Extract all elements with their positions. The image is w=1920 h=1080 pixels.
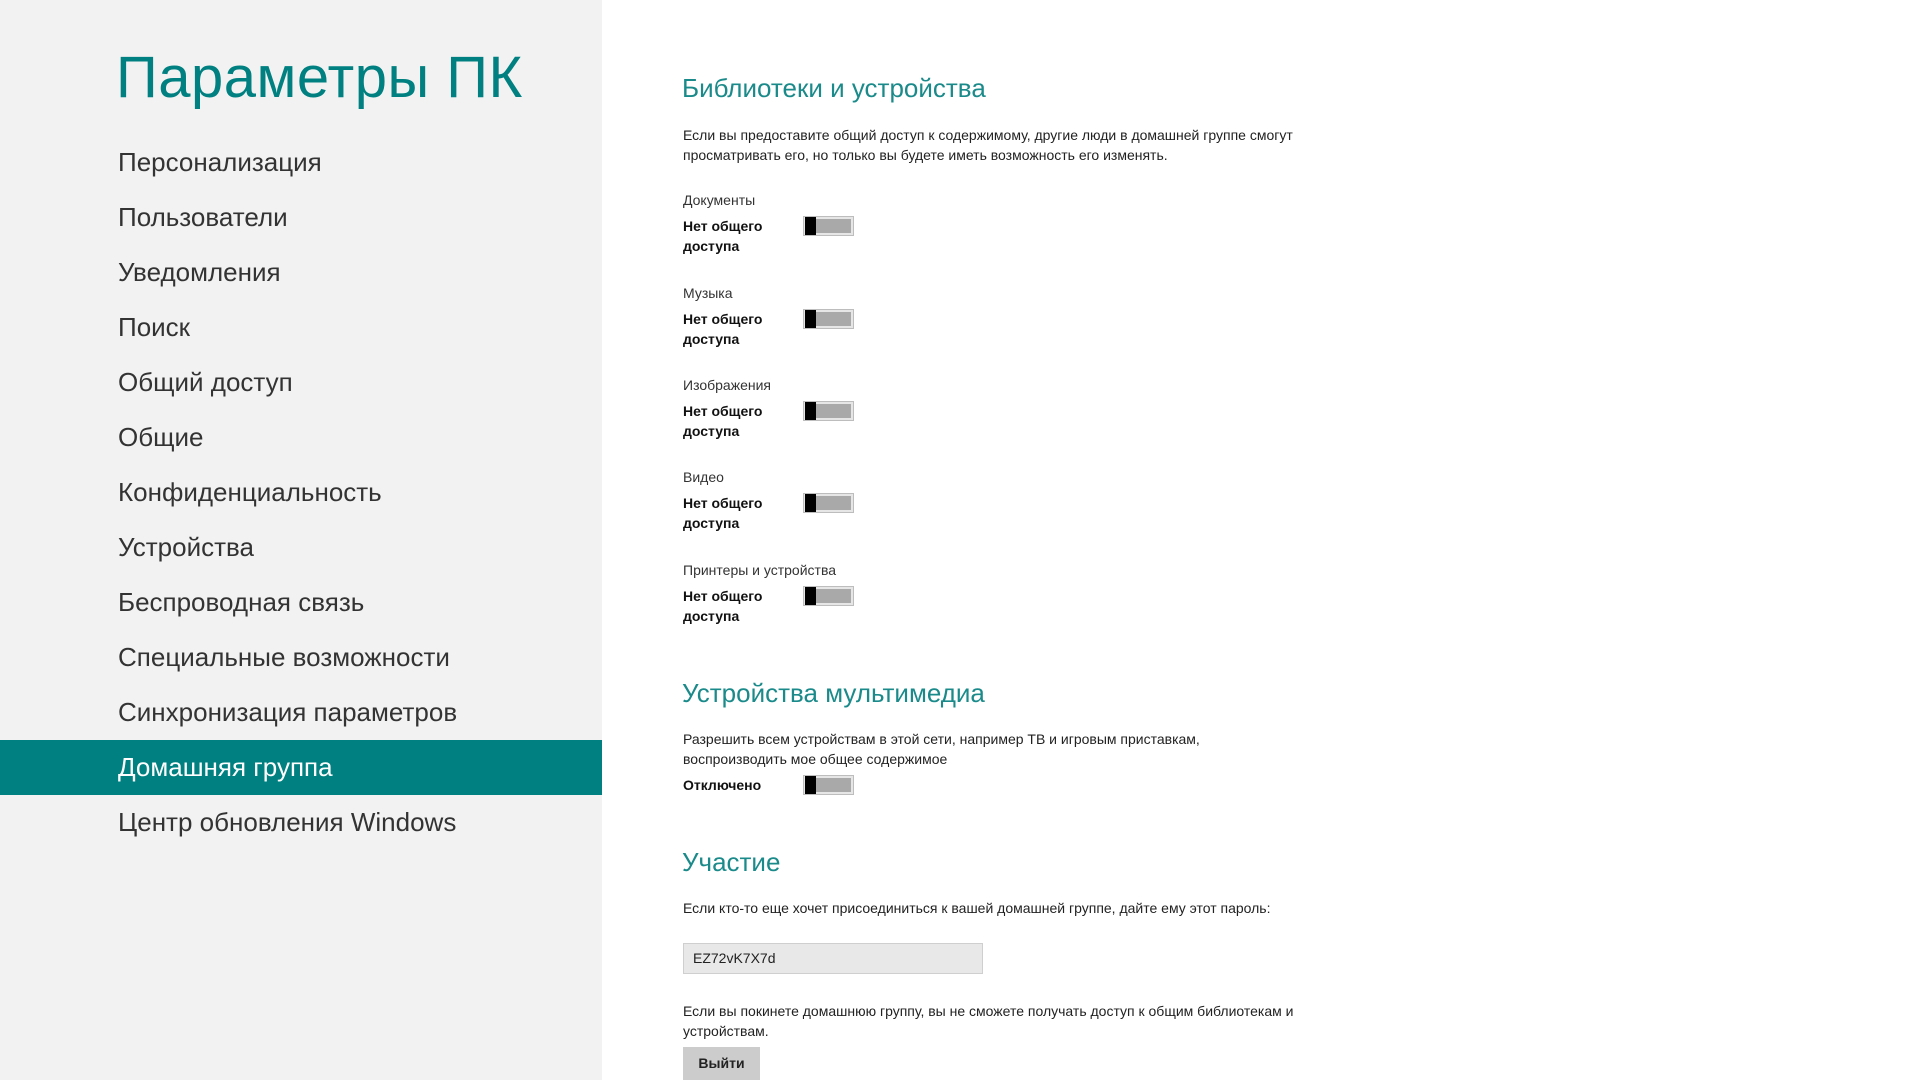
printers-label: Принтеры и устройства (683, 562, 837, 578)
toggle-thumb (805, 402, 816, 420)
nav-item-users[interactable]: Пользователи (118, 202, 288, 232)
nav-item-share[interactable]: Общий доступ (118, 367, 293, 397)
nav-list (0, 135, 602, 850)
nav-item-privacy[interactable]: Конфиденциальность (118, 477, 382, 507)
music-toggle[interactable] (804, 310, 853, 328)
printers-toggle[interactable] (804, 587, 853, 605)
media-section-title: Устройства мультимедиа (682, 678, 985, 708)
libraries-description: Если вы предоставите общий доступ к содержимому, другие люди в домашней группе смогут просматривать его, но только вы будете иметь возможность его изменять. (683, 127, 1293, 163)
media-state: Отключено (683, 777, 762, 793)
pictures-state: Нет общего доступа (683, 403, 763, 439)
pictures-toggle[interactable] (804, 402, 853, 420)
toggle-thumb (805, 776, 816, 794)
toggle-thumb (805, 217, 816, 235)
videos-state: Нет общего доступа (683, 495, 763, 531)
nav-item-homegroup[interactable]: Домашняя группа (0, 740, 602, 795)
nav-item-windows-update[interactable]: Центр обновления Windows (118, 807, 457, 837)
music-label: Музыка (683, 285, 733, 301)
nav-item-ease-of-access[interactable]: Специальные возможности (118, 642, 450, 672)
nav-item-personalization[interactable]: Персонализация (118, 147, 322, 177)
documents-toggle[interactable] (804, 217, 853, 235)
music-state: Нет общего доступа (683, 311, 763, 347)
nav-item-wireless[interactable]: Беспроводная связь (118, 587, 365, 617)
toggle-thumb (805, 587, 816, 605)
sidebar (0, 0, 602, 1080)
toggle-thumb (805, 494, 816, 512)
nav-item-notifications[interactable]: Уведомления (118, 257, 281, 287)
nav-item-devices[interactable]: Устройства (118, 532, 255, 562)
app-title: Параметры ПК (116, 45, 523, 110)
media-description: Разрешить всем устройствам в этой сети, например ТВ и игровым приставкам, воспроизводить мое общее содержимое (683, 731, 1200, 767)
toggle-thumb (805, 310, 816, 328)
documents-state: Нет общего доступа (683, 218, 763, 254)
documents-label: Документы (683, 192, 756, 208)
leave-description: Если вы покинете домашнюю группу, вы не сможете получать доступ к общим библиотекам и устройствам. (683, 1003, 1294, 1039)
media-toggle[interactable] (804, 776, 853, 794)
main-content (602, 0, 1920, 1080)
password-description: Если кто-то еще хочет присоединиться к вашей домашней группе, дайте ему этот пароль: (683, 900, 1271, 916)
membership-section-title: Участие (682, 847, 781, 877)
nav-item-search[interactable]: Поиск (118, 312, 191, 342)
videos-label: Видео (683, 469, 724, 485)
pictures-label: Изображения (683, 377, 771, 393)
videos-toggle[interactable] (804, 494, 853, 512)
nav-item-general[interactable]: Общие (118, 422, 204, 452)
password-field[interactable]: EZ72vK7X7d (683, 943, 983, 974)
leave-homegroup-button[interactable]: Выйти (683, 1047, 760, 1080)
libraries-section-title: Библиотеки и устройства (682, 73, 986, 103)
nav-item-sync-settings[interactable]: Синхронизация параметров (118, 697, 458, 727)
printers-state: Нет общего доступа (683, 588, 763, 624)
